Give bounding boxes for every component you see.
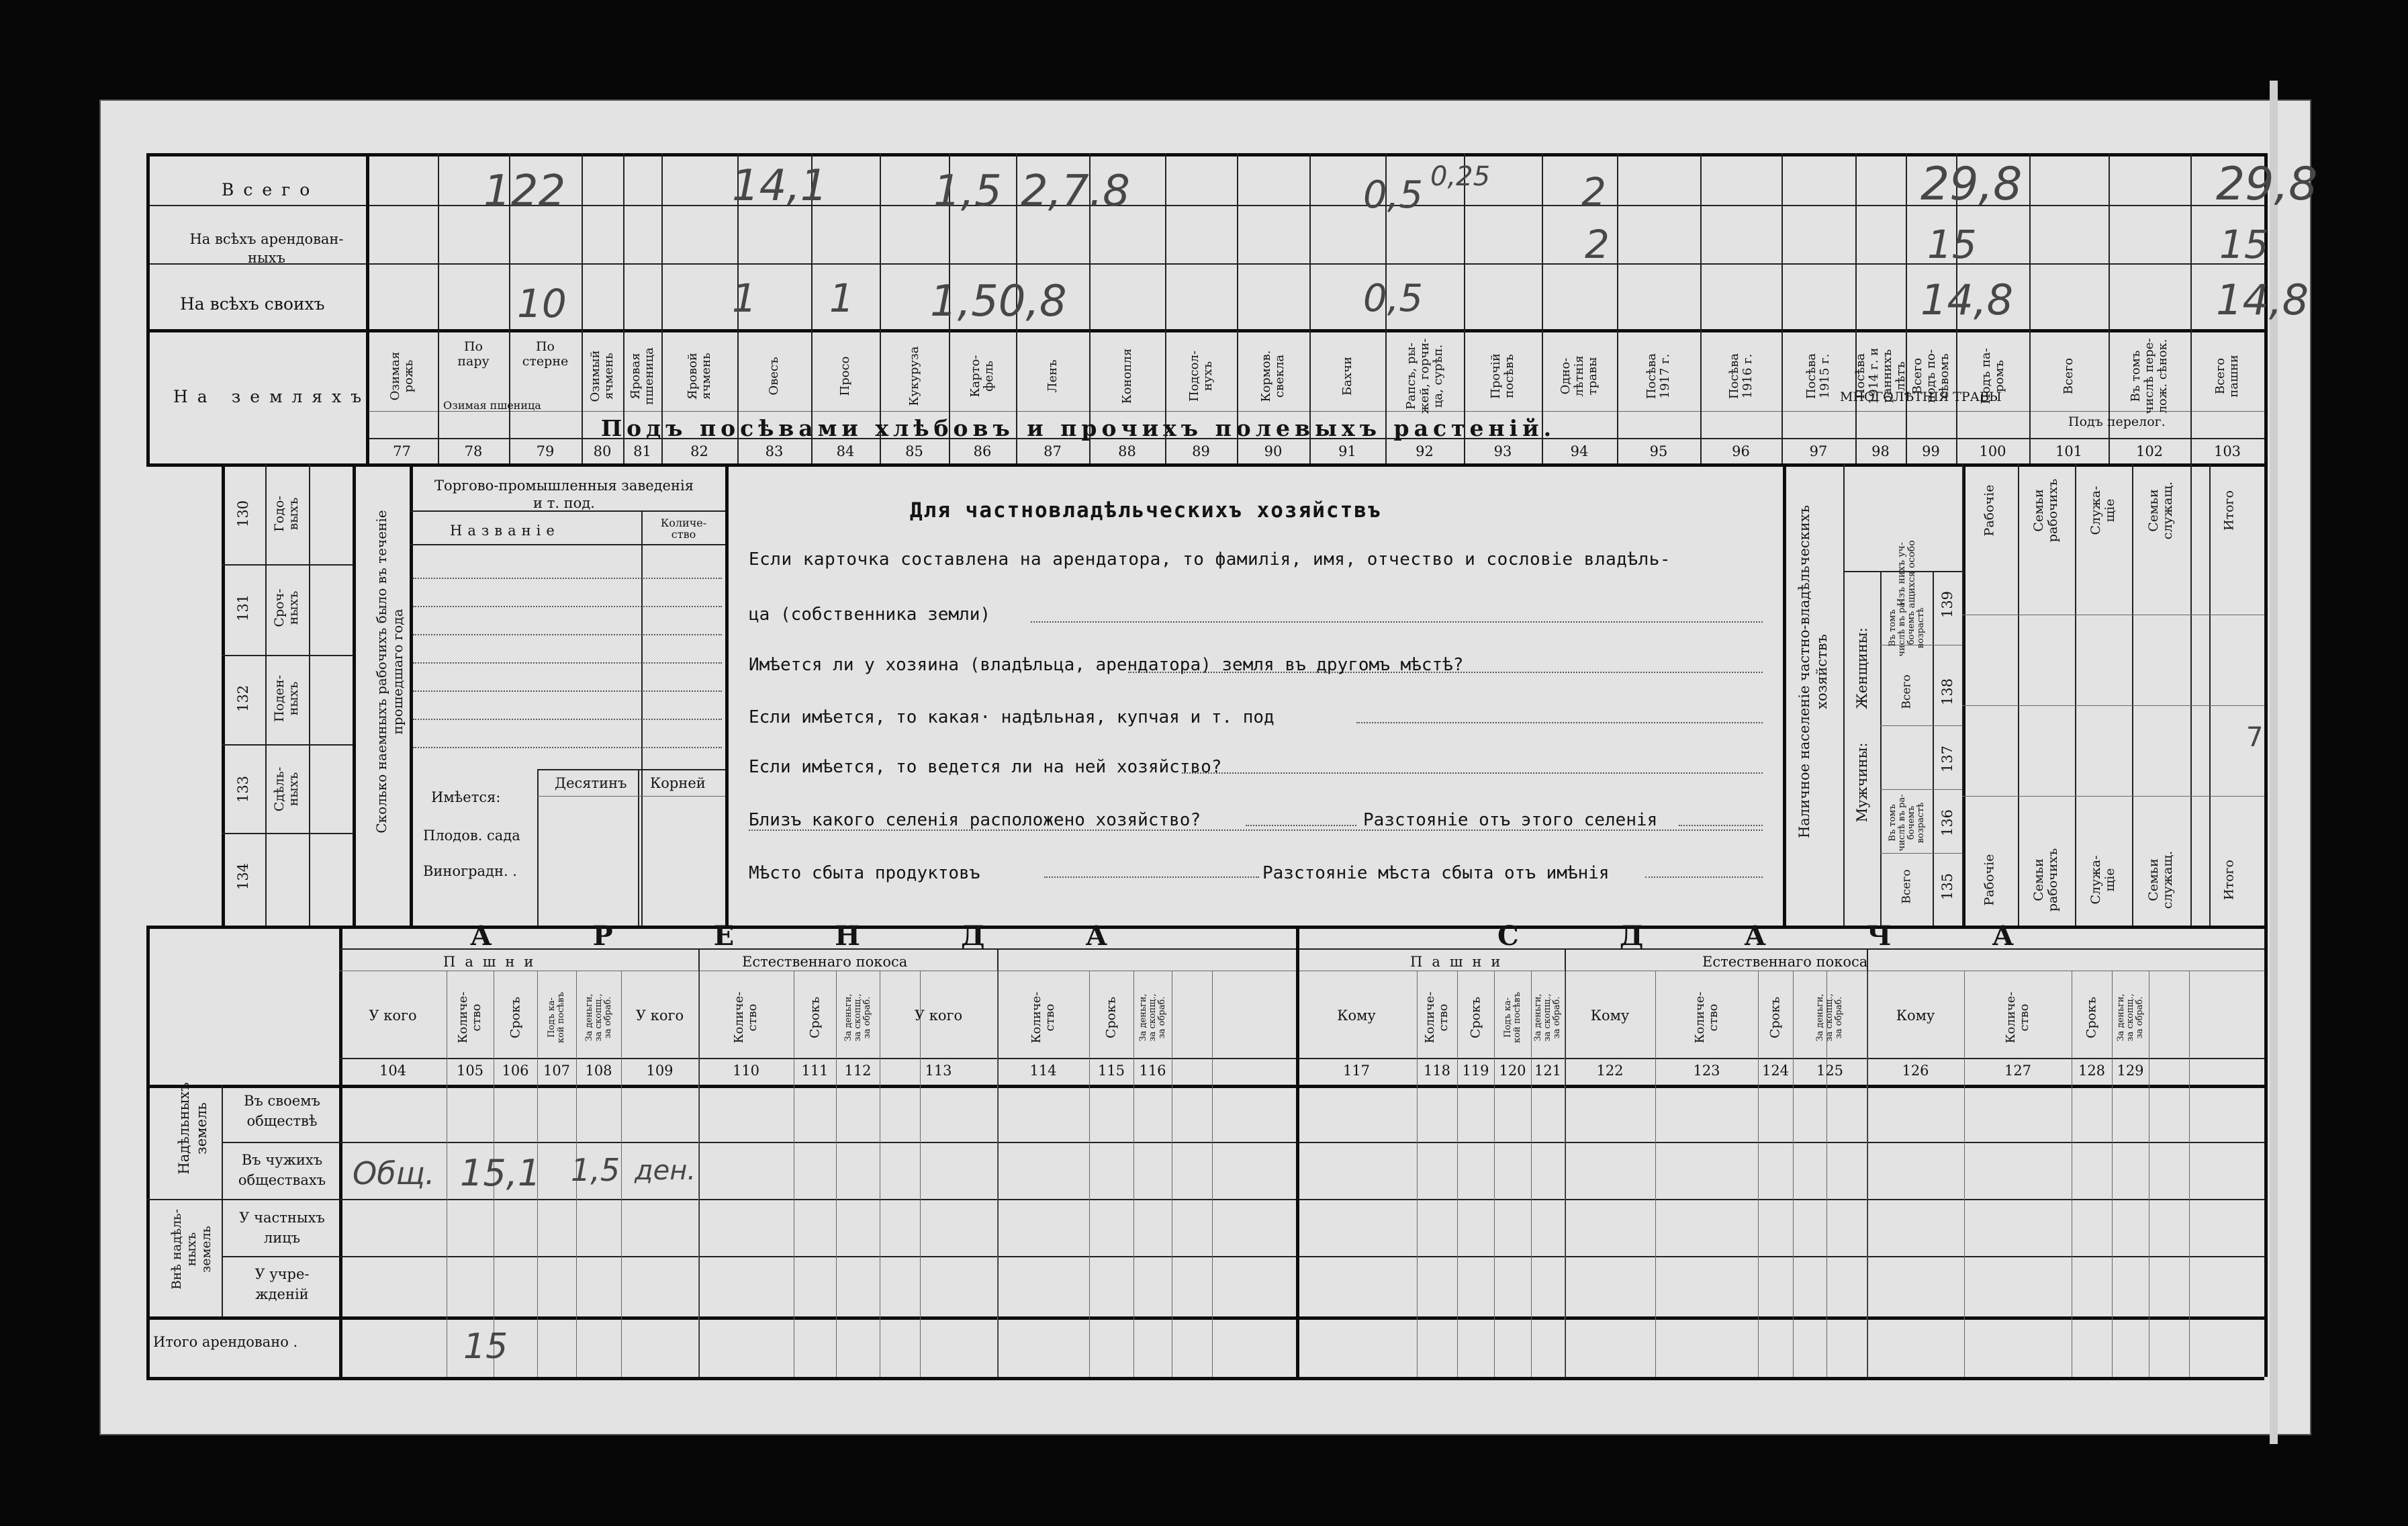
column-number: 83 — [765, 443, 784, 459]
column-number: 89 — [1192, 443, 1210, 459]
column-line — [1855, 153, 1857, 463]
column-label: По пару — [457, 339, 490, 369]
trade-qty-header: Количе- ство — [660, 517, 707, 541]
arenda-pokos: Естественнаго покоса — [742, 954, 908, 970]
data-col — [1089, 971, 1090, 1377]
row-vsego: Всего — [222, 180, 320, 199]
right-col-label: Семьи рабочихъ — [2031, 478, 2060, 543]
column-label: Яровой ячмень — [685, 353, 713, 400]
fill-line — [1182, 772, 1763, 774]
data-col — [997, 971, 998, 1377]
women-label: Женщины: — [1854, 627, 1870, 709]
column-number: 96 — [1732, 443, 1750, 459]
col-number: 109 — [646, 1063, 674, 1079]
col-number: 121 — [1534, 1063, 1562, 1079]
sdacha-pashni: Пашни — [1410, 954, 1510, 970]
hw-total-94: 2 — [1581, 169, 1606, 215]
plant-col — [638, 769, 639, 926]
vnenadel-label: Внѣ надѣль- ныхъ земель — [169, 1208, 214, 1290]
column-number: 99 — [1922, 443, 1940, 459]
col-number: 112 — [844, 1063, 872, 1079]
question-farming: Если имѣется, то ведется ли на ней хозяйство? — [749, 757, 1222, 777]
right-col — [2190, 463, 2192, 926]
row-chuzhih: Въ чужихъ обществахъ — [238, 1152, 326, 1188]
pop-col — [1880, 571, 1882, 926]
hired-left — [222, 463, 225, 926]
hw-arenda-106: 1,5 — [571, 1152, 620, 1188]
data-col — [836, 971, 837, 1377]
col-header: Срокъ — [2084, 996, 2099, 1039]
column-label: Посѣва 1916 г. — [1726, 353, 1755, 400]
arenda-numbers-bottom — [146, 1085, 2264, 1088]
column-label: По стерне — [522, 339, 569, 369]
hired-number: 134 — [235, 862, 251, 891]
hw-arenda-107: ден. — [635, 1155, 696, 1186]
pop-row — [1880, 725, 1962, 726]
column-line — [582, 153, 583, 463]
question-land-type: Если имѣется, то какая· надѣльная, купчая и т. под — [749, 707, 1275, 727]
bottom-left — [146, 926, 150, 1377]
trade-left — [410, 463, 413, 926]
column-label: Карто- фель — [968, 355, 996, 398]
hired-label: Поден- ныхъ — [272, 674, 301, 723]
col-number: 118 — [1423, 1063, 1451, 1079]
col-header: У кого — [914, 1007, 963, 1024]
column-line — [438, 153, 439, 463]
column-line — [1781, 153, 1783, 463]
bottom-right — [2264, 926, 2268, 1377]
col-header: Количе- ство — [2004, 991, 2031, 1044]
bottom-label-col — [339, 926, 342, 1377]
fill-line — [1031, 621, 1763, 623]
top-border — [146, 153, 2264, 156]
pop-number: 135 — [1939, 872, 1955, 901]
col-number: 123 — [1693, 1063, 1720, 1079]
col-header: Количе- ство — [732, 991, 759, 1044]
trade-row — [413, 690, 722, 692]
row-svoih: На всѣхъ своихъ — [180, 294, 325, 314]
column-number: 84 — [836, 443, 855, 459]
pop-row — [1880, 853, 1962, 854]
right-col — [2018, 463, 2019, 926]
data-col — [2112, 971, 2113, 1377]
label-column-border — [366, 153, 369, 463]
right-border-mid — [2264, 463, 2268, 926]
hw-total-103: 29,8 — [2216, 158, 2318, 211]
col-header: Срокъ — [1103, 996, 1119, 1039]
arenda-pashni: Пашни — [443, 954, 543, 970]
right-col — [2209, 463, 2211, 926]
col-number: 107 — [543, 1063, 571, 1079]
hw-arenda-105: 15,1 — [460, 1152, 541, 1194]
hw-arenda-104: Общ. — [353, 1155, 435, 1192]
desyatin-header: Десятинъ — [555, 775, 627, 791]
data-col — [1457, 971, 1458, 1377]
trade-right — [725, 463, 729, 926]
pop-working-men: Въ томъ числѣ въ ра- бочемъ возрастѣ — [1888, 794, 1926, 852]
col-header: За деньги, за скопщ., за обраб. — [843, 993, 872, 1042]
column-number: 77 — [393, 443, 411, 459]
plant-line — [537, 796, 725, 797]
pop-row — [1880, 789, 1962, 790]
col-number: 120 — [1499, 1063, 1526, 1079]
middle-top — [222, 463, 2264, 467]
sdacha-pokos: Естественнаго покоса — [1702, 954, 1868, 970]
column-number: 90 — [1264, 443, 1283, 459]
hired-row — [222, 833, 353, 834]
col-number: 127 — [2004, 1063, 2032, 1079]
col-header: За деньги, за скопщ., за обраб. — [2115, 993, 2145, 1042]
col-number: 125 — [1816, 1063, 1844, 1079]
data-col — [621, 971, 622, 1377]
col-number: 108 — [585, 1063, 612, 1079]
right-col — [1962, 463, 1963, 926]
col-header: За деньги, за скопщ., за обраб. — [584, 993, 613, 1042]
column-line — [2190, 153, 2192, 463]
row-line — [222, 1256, 2264, 1257]
question-market-distance: Разстоянiе мѣста сбыта отъ имѣнiя — [1262, 863, 1610, 883]
column-number: 92 — [1416, 443, 1434, 459]
right-col-label-bottom: Служа- щiе — [2088, 855, 2117, 905]
ozimaya-pshenitsa-label: Озимая пшеница — [443, 399, 541, 412]
hw-itogo-105: 15 — [463, 1327, 508, 1367]
col-header: За деньги, за скопщ., за обраб. — [1138, 993, 1167, 1042]
pop-number: 139 — [1939, 590, 1955, 619]
row-line — [146, 1199, 2264, 1200]
subheader-line — [366, 411, 2264, 412]
trade-row — [413, 747, 722, 748]
hw-rent-103: 15 — [2219, 222, 2269, 267]
question-village-distance: Разстоянiе отъ этого селенiя — [1363, 810, 1658, 830]
column-number: 97 — [1809, 443, 1828, 459]
arenda-title: АРЕНДА — [470, 920, 1209, 952]
data-col — [1531, 971, 1532, 1377]
hired-number: 133 — [235, 775, 251, 803]
col-header: Срокъ — [807, 996, 822, 1039]
column-label: Всего пашни — [2213, 355, 2241, 398]
hw-own-78: 10 — [517, 281, 567, 326]
hw-total-92: 0,25 — [1430, 161, 1491, 192]
column-number: 81 — [633, 443, 651, 459]
hired-label: Сроч- ныхъ — [272, 588, 301, 627]
right-col-label-bottom: Семьи рабочихъ — [2031, 848, 2060, 912]
column-number: 87 — [1044, 443, 1062, 459]
column-number: 82 — [690, 443, 708, 459]
hw-rent-94: 2 — [1585, 222, 1610, 267]
fill-line — [1679, 825, 1763, 826]
hired-number: 131 — [235, 594, 251, 622]
right-line — [1962, 705, 2264, 706]
data-col — [1758, 971, 1759, 1377]
question-owner: Если карточка составлена на арендатора, то фамилiя, имя, отчество и сословiе владѣль- — [749, 549, 1671, 570]
hired-col — [265, 463, 267, 926]
right-col-label: Итого — [2221, 490, 2237, 531]
row-zemlyah: На земляхъ — [173, 387, 371, 406]
hw-own-85: 1,50,8 — [930, 277, 1067, 326]
col-header: Подъ ка- кой посѣвъ — [1502, 992, 1522, 1043]
column-label: Кукуруза — [907, 346, 921, 406]
column-label: Прочiй посѣвъ — [1489, 353, 1516, 399]
left-border — [146, 153, 150, 463]
hired-number: 130 — [235, 500, 251, 528]
column-label: Посѣва 1914 г. и раннихъ лѣтъ — [1853, 347, 1908, 405]
pop-col — [1843, 463, 1845, 926]
column-label: Ленъ — [1045, 359, 1060, 393]
korney-header: Корней — [650, 775, 706, 791]
pop-number: 138 — [1939, 678, 1955, 706]
col-number: 115 — [1097, 1063, 1125, 1079]
col-number: 122 — [1596, 1063, 1624, 1079]
data-col — [1964, 971, 1965, 1377]
column-label: Всего подъ по- сѣвомъ — [1910, 349, 1951, 404]
row-arend: На всѣхъ арендован- ныхъ — [189, 231, 344, 266]
row-itogo: Итого арендовано . — [153, 1334, 298, 1350]
question-market: Мѣсто сбыта продуктовъ — [749, 863, 980, 883]
mnogoletnie-label: МНОГОЛѢТНIЯ ТРАВЫ — [1840, 390, 2002, 404]
data-col — [920, 971, 921, 1377]
hw-total-85: 2,7.8 — [1021, 167, 1130, 216]
right-col-label-bottom: Рабочiе — [1982, 854, 1997, 906]
trade-title: Торгово-промышленныя заведенiя и т. под. — [434, 478, 694, 511]
hired-row — [222, 744, 353, 746]
pop-students: Изъ нихъ уч- ащихся особо — [1896, 540, 1917, 609]
pod-perelog-label: Подъ перелог. — [2068, 414, 2166, 429]
right-col-label: Семьи служащ. — [2146, 481, 2175, 540]
row-line — [146, 329, 2264, 332]
column-label: Подъ па- ромъ — [1978, 348, 2006, 404]
col-number: 110 — [732, 1063, 760, 1079]
col-number: 119 — [1462, 1063, 1489, 1079]
hw-own-103: 14,8 — [2216, 275, 2309, 324]
plant-top — [537, 769, 725, 770]
col-header: Количе- ство — [1423, 991, 1450, 1044]
col-number: 124 — [1761, 1063, 1790, 1079]
hw-total-81: 14,1 — [732, 161, 828, 211]
hired-col — [309, 463, 310, 926]
right-col-label-bottom: Семьи служащ. — [2146, 850, 2175, 909]
hired-row — [222, 564, 353, 566]
population-title: Наличное населенiе частно-владѣльческихъ хозяйствъ — [1796, 504, 1830, 839]
data-col — [1133, 971, 1134, 1377]
col-number: 126 — [1902, 1063, 1929, 1079]
trade-line — [410, 544, 725, 545]
data-col — [1212, 971, 1213, 1377]
hw-total-77: 122 — [483, 167, 566, 216]
vinograd-label: Виноградн. . — [423, 863, 517, 879]
hw-side-mark: 7 — [2246, 722, 2264, 753]
column-label: Кормов. свекла — [1259, 350, 1287, 402]
pop-vsego-men: Всего — [1900, 869, 1914, 904]
column-label: Одно- лѣтнiя травы — [1559, 355, 1600, 397]
hired-label: Сдѣль- ныхъ — [272, 766, 301, 812]
column-label: Озимый ячмень — [588, 350, 616, 402]
data-col — [1655, 971, 1656, 1377]
nadel-label: Надѣльныхъ земель — [176, 1082, 210, 1175]
trade-row — [413, 662, 722, 664]
hw-own-91: 0,5 — [1363, 277, 1424, 320]
column-number: 85 — [905, 443, 923, 459]
col-number: 117 — [1342, 1063, 1371, 1079]
column-number: 93 — [1493, 443, 1512, 459]
col-header: У кого — [369, 1007, 417, 1024]
column-line — [1700, 153, 1702, 463]
column-label: Въ томъ числѣ пере- лож. сѣнок. — [2129, 338, 2170, 414]
col-header: За деньги, за скопщ., за обраб. — [1533, 993, 1562, 1042]
right-col-label: Рабочiе — [1982, 484, 1997, 537]
column-line — [1617, 153, 1618, 463]
column-label: Яровая пшеница — [628, 347, 656, 405]
fill-line — [1645, 877, 1763, 878]
col-header: Кому — [1590, 1007, 1630, 1024]
private-title: Для частновладѣльческихъ хозяйствъ — [910, 498, 1382, 523]
column-label: Овесъ — [767, 357, 781, 396]
col-number: 128 — [2078, 1063, 2106, 1079]
hired-row — [222, 655, 353, 656]
col-header: Срокъ — [1468, 996, 1483, 1039]
right-col — [2075, 463, 2076, 926]
col-number: 113 — [925, 1063, 952, 1079]
has-label: Имѣется: — [431, 789, 501, 805]
pop-working-women: Въ томъ числѣ въ ра- бочемъ возрастѣ — [1888, 599, 1926, 657]
column-label: Подсол- нухъ — [1187, 350, 1215, 402]
hired-label: Годо- выхъ — [272, 496, 301, 532]
fill-line — [1356, 722, 1763, 723]
column-number: 102 — [2135, 443, 2164, 459]
group-col — [222, 1085, 223, 1316]
right-line — [1962, 796, 2264, 797]
fill-line — [1246, 825, 1356, 826]
question-owner-2: ца (собственника земли) — [749, 604, 991, 625]
column-number: 79 — [536, 443, 555, 459]
trade-row — [413, 719, 722, 720]
col-header: Подъ ка- кой посѣвъ — [547, 992, 566, 1043]
row-svoem: Въ своемъ обществѣ — [244, 1093, 320, 1129]
column-label: Всего — [2062, 357, 2076, 395]
men-label: Мужчины: — [1854, 742, 1870, 823]
column-label: Конопля — [1119, 348, 1134, 404]
column-label: Посѣва 1917 г. — [1645, 353, 1672, 400]
hw-own-81: 1 — [732, 275, 757, 321]
hw-total-99: 29,8 — [1920, 158, 2023, 211]
data-col — [1494, 971, 1495, 1377]
trade-row — [413, 634, 722, 635]
column-label: Бахчи — [1340, 356, 1354, 396]
column-label: Просо — [838, 356, 852, 396]
column-label: Озимая рожь — [387, 351, 416, 401]
right-col — [2132, 463, 2133, 926]
data-col — [1793, 971, 1794, 1377]
column-number: 86 — [973, 443, 992, 459]
pop-col — [1933, 571, 1934, 926]
col-header: У кого — [635, 1007, 684, 1024]
right-col-label-bottom: Итого — [2221, 860, 2237, 900]
data-col — [1417, 971, 1418, 1377]
col-number: 114 — [1029, 1063, 1057, 1079]
col-header: Срокъ — [1767, 996, 1783, 1039]
hired-right — [353, 463, 356, 926]
col-number: 111 — [801, 1063, 829, 1079]
col-header: Количе- ство — [456, 991, 483, 1044]
column-number: 101 — [2055, 443, 2083, 459]
pop-vsego-women: Всего — [1900, 674, 1914, 709]
row-line — [222, 1142, 2264, 1143]
trade-name-header: Названiе — [450, 523, 560, 539]
pop-number: 137 — [1939, 745, 1955, 773]
col-header: Количе- ство — [1692, 991, 1720, 1044]
fill-line — [1044, 877, 1259, 878]
hw-own-83: 1 — [829, 275, 854, 321]
hw-total-84: 1,5 — [933, 167, 1002, 216]
bottom-border — [146, 1377, 2264, 1380]
trade-row — [413, 606, 722, 607]
column-line — [2029, 153, 2031, 463]
col-number: 104 — [379, 1063, 407, 1079]
column-number: 91 — [1338, 443, 1356, 459]
column-label: Рапсъ, ры- жей, горчи- ца, сурѣп. — [1403, 338, 1445, 414]
hw-rent-99: 15 — [1927, 222, 1977, 267]
col-header: Кому — [1896, 1007, 1935, 1024]
column-number: 80 — [593, 443, 612, 459]
col-header: Кому — [1337, 1007, 1376, 1024]
column-line — [1906, 153, 1907, 463]
column-number: 94 — [1570, 443, 1589, 459]
column-label: Посѣва 1915 г. — [1804, 353, 1832, 400]
column-number: 103 — [2213, 443, 2241, 459]
row-chastnyh: У частныхъ лицъ — [239, 1210, 325, 1246]
row-uchrezhdeniy: У учре- жденiй — [254, 1266, 310, 1302]
trade-row — [413, 578, 722, 579]
column-number: 95 — [1649, 443, 1668, 459]
arenda-numbers-top — [339, 1058, 2264, 1059]
hw-total-91: 0,5 — [1363, 173, 1424, 217]
right-col-label: Служа- щiе — [2088, 486, 2117, 535]
data-col — [2189, 971, 2190, 1377]
posevy-title: Подъ посѣвами хлѣбовъ и прочихъ полевыхъ растенiй. — [601, 415, 1557, 441]
column-number: 78 — [464, 443, 483, 459]
hired-title: Сколько наемныхъ рабочихъ было въ теченiе прошедшаго года — [373, 510, 406, 834]
data-col — [698, 971, 699, 1377]
col-number: 105 — [456, 1063, 484, 1079]
trade-qty-col — [641, 510, 643, 926]
col-number: 106 — [502, 1063, 529, 1079]
plant-col — [537, 769, 539, 926]
question-other-land: Имѣется ли у хозяина (владѣльца, арендатора) земля въ другомъ мѣстѣ? — [749, 655, 1464, 675]
col-header: Количе- ство — [1029, 991, 1057, 1044]
col-header: Срокъ — [508, 996, 522, 1039]
col-header: За деньги, за скопщ., за обраб. — [1815, 993, 1844, 1042]
question-village: Близъ какого селенiя расположено хозяйство? — [749, 810, 1201, 830]
pop-left — [1783, 463, 1786, 926]
col-number: 129 — [2117, 1063, 2144, 1079]
column-number: 88 — [1118, 443, 1136, 459]
sad-label: Плодов. сада — [423, 827, 520, 844]
sdacha-title: СДАЧА — [1497, 920, 2115, 952]
arenda-sdacha-divider — [1296, 926, 1299, 1377]
hw-own-99: 14,8 — [1920, 275, 2014, 324]
col-number: 116 — [1139, 1063, 1166, 1079]
row-line — [146, 1316, 2264, 1320]
hired-number: 132 — [235, 684, 251, 713]
column-number: 100 — [1979, 443, 2006, 459]
pop-number: 136 — [1939, 809, 1955, 837]
column-number: 98 — [1871, 443, 1890, 459]
